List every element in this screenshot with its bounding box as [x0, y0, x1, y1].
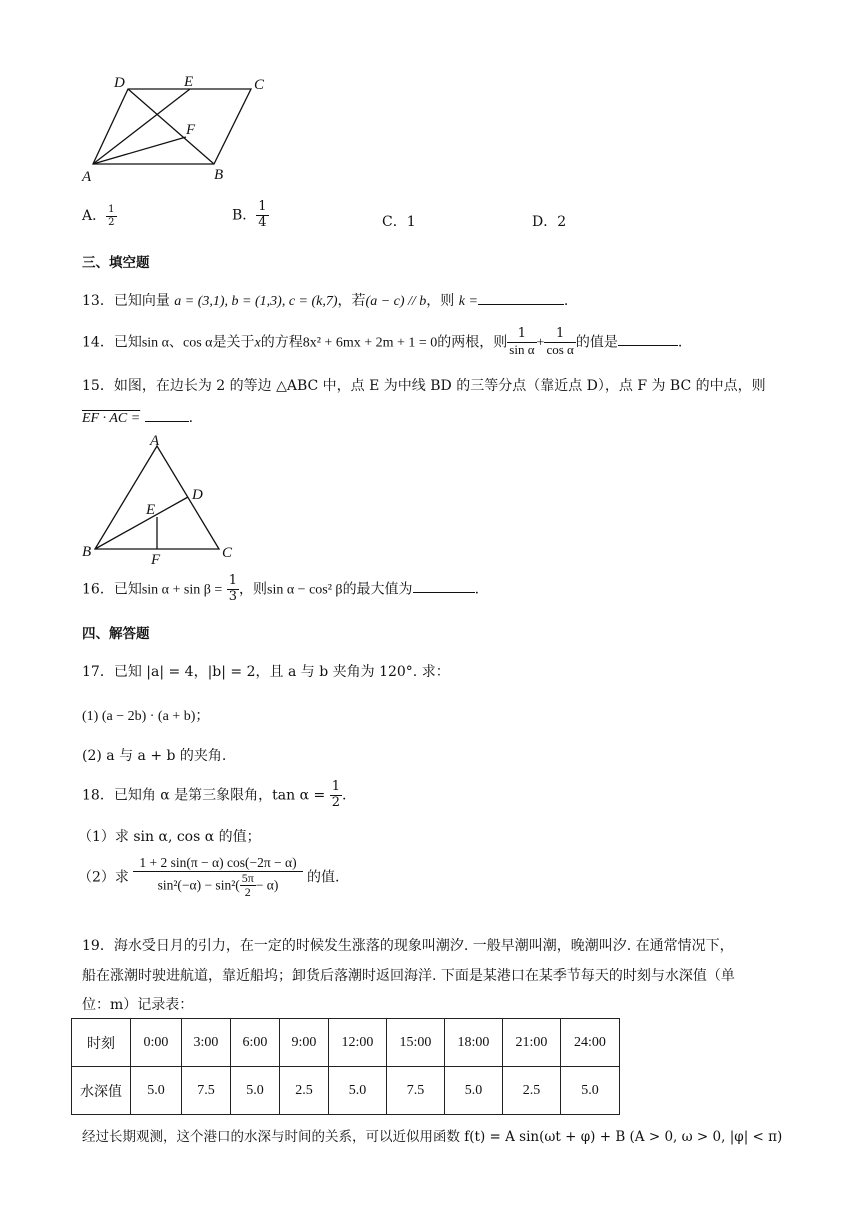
q16-number: 16． — [82, 581, 114, 598]
q18-den-frac-num: 5π — [241, 870, 254, 885]
question-19-line2: 船在涨潮时驶进航道，靠近船坞；卸货后落潮时返回海洋. 下面是某港口在某季节每天的时刻与水深值（单 — [82, 968, 735, 984]
table-header-depth: 水深值 — [72, 1067, 131, 1115]
q14-prefix: 已知 — [113, 334, 142, 351]
table-cell: 5.0 — [231, 1067, 280, 1115]
table-cell: 18:00 — [445, 1019, 503, 1067]
q18-f-den: 2 — [331, 794, 340, 810]
label-A2: A — [150, 433, 160, 449]
table-row-times — [72, 1019, 620, 1067]
option-b-den: 4 — [258, 214, 267, 230]
table-header-time: 时刻 — [72, 1019, 131, 1067]
q18-text: 18．已知角 α 是第三象限角，tan α = — [82, 787, 326, 804]
q15-expression: EF · AC = — [82, 411, 141, 426]
table-cell: 5.0 — [329, 1067, 387, 1115]
label-B2: B — [82, 544, 92, 560]
label-A: A — [82, 169, 92, 185]
q14-f1-num: 1 — [507, 327, 536, 343]
q16-f-num: 1 — [228, 573, 237, 588]
question-15-line1: 15．如图，在边长为 2 的等边 △ABC 中，点 E 为中线 BD 的三等分点（靠近点 D），点 F 为 BC 的中点，则 — [82, 378, 766, 394]
q14-f1-den: sin α — [509, 341, 535, 357]
q18-part2-prefix: （2）求 — [78, 869, 129, 886]
q18-part2-num: 1 + 2 sin(π − α) cos(−2π − α) — [133, 855, 302, 872]
option-a — [82, 204, 117, 228]
question-16 — [82, 574, 479, 605]
question-18-line1 — [82, 780, 346, 811]
question-19-line4: 经过长期观测，这个港口的水深与时间的关系，可以近似用函数 f(t) = A sin(ωt + φ) + B (A > 0, ω > 0, |φ| < π) — [82, 1129, 783, 1145]
q13-end: . — [563, 293, 569, 309]
label-F: F — [186, 122, 196, 138]
q16-answer-blank[interactable] — [413, 591, 475, 593]
q13-tail: ，则 — [426, 293, 455, 309]
q13-condition: (a − c) // b — [365, 294, 427, 309]
q18-part2-den — [133, 872, 302, 901]
label-C2: C — [222, 545, 233, 561]
option-a-num: 1 — [108, 204, 115, 215]
table-cell: 15:00 — [387, 1019, 445, 1067]
q18-den-frac-den: 2 — [244, 885, 251, 900]
option-b — [232, 200, 269, 231]
question-14 — [82, 327, 682, 358]
tide-table — [71, 1018, 620, 1115]
q16-end: 的最大值为 — [342, 581, 413, 598]
table-cell: 2.5 — [503, 1067, 561, 1115]
table-cell: 12:00 — [329, 1019, 387, 1067]
table-cell: 3:00 — [182, 1019, 231, 1067]
q16-prefix: 已知 — [113, 581, 142, 598]
section-3-title: 三、填空题 — [82, 255, 150, 271]
table-cell: 5.0 — [561, 1067, 620, 1115]
label-F2: F — [151, 552, 161, 564]
q16-expr: sin α + sin β = — [141, 582, 223, 598]
table-cell: 6:00 — [231, 1019, 280, 1067]
q14-sin: sin α — [141, 335, 170, 351]
q14-plus: + — [536, 335, 545, 351]
q14-number: 14． — [82, 334, 114, 351]
question-17-part1: (1) (a − 2b) · (a + b)； — [82, 709, 210, 724]
question-15-line2 — [82, 410, 193, 427]
q18-den-b: − α) — [255, 876, 279, 892]
q14-cos: cos α — [183, 335, 213, 351]
q14-f2-den: cos α — [546, 341, 574, 357]
q14-equation: 8x² + 6mx + 2m + 1 = 0 — [302, 335, 438, 351]
label-D: D — [114, 75, 125, 91]
q16-expr2: sin α − cos² β — [267, 582, 343, 598]
question-17-line1: 17．已知 |a| = 4，|b| = 2，且 a 与 b 夹角为 120°. 求： — [82, 664, 450, 680]
question-18-part1: （1）求 sin α, cos α 的值； — [78, 829, 261, 845]
q14-mid2: 的方程 — [260, 334, 303, 351]
option-c: C．1 — [382, 214, 416, 230]
option-a-den: 2 — [108, 216, 115, 228]
q15-answer-blank[interactable] — [145, 420, 189, 422]
q14-sep: 、 — [169, 334, 184, 351]
table-cell: 9:00 — [280, 1019, 329, 1067]
question-17-part2: (2) a 与 a + b 的夹角. — [82, 748, 227, 764]
q13-k: k = — [458, 294, 478, 309]
question-19-line1: 19．海水受日月的引力，在一定的时候发生涨落的现象叫潮汐. 一般早潮叫潮，晚潮叫汐. 在通常情况下， — [82, 938, 734, 954]
label-C: C — [254, 77, 265, 93]
section-4-title: 四、解答题 — [82, 626, 150, 642]
table-cell: 24:00 — [561, 1019, 620, 1067]
q14-mid: 是关于 — [212, 334, 255, 351]
q16-f-den: 3 — [228, 588, 237, 604]
table-cell: 5.0 — [445, 1067, 503, 1115]
table-cell: 0:00 — [131, 1019, 182, 1067]
figure-parallelogram — [78, 72, 278, 188]
q14-x: x — [254, 335, 261, 351]
question-13 — [82, 290, 568, 310]
q13-prefix: 已知向量 — [113, 293, 170, 309]
q18-part2-suffix: 的值. — [307, 869, 340, 886]
label-B: B — [214, 167, 224, 183]
q14-answer-blank[interactable] — [618, 344, 678, 346]
figure-triangle — [78, 430, 248, 564]
q16-mid: ，则 — [239, 581, 267, 598]
q13-number: 13． — [82, 293, 114, 309]
q13-mid: ，若 — [337, 293, 366, 309]
option-b-label: B． — [232, 207, 257, 224]
q14-f2-num: 1 — [544, 327, 575, 343]
q18-den-a: sin²(−α) − sin²( — [157, 876, 240, 892]
q14-end: 的值是 — [575, 334, 618, 351]
q16-end2: . — [474, 581, 480, 598]
q14-mid3: 的两根，则 — [437, 334, 508, 351]
table-cell: 7.5 — [387, 1067, 445, 1115]
option-d: D．2 — [532, 214, 567, 230]
question-18-part2 — [78, 855, 340, 900]
option-b-num: 1 — [258, 199, 267, 214]
label-E2: E — [146, 502, 156, 518]
q15-end: . — [188, 410, 194, 426]
table-cell: 2.5 — [280, 1067, 329, 1115]
label-D2: D — [192, 487, 203, 503]
q14-end2: . — [677, 334, 683, 351]
table-cell: 21:00 — [503, 1019, 561, 1067]
q18-end: . — [341, 787, 347, 804]
label-E: E — [184, 74, 194, 90]
table-row-depths — [72, 1067, 620, 1115]
option-a-label: A． — [82, 208, 107, 224]
table-cell: 7.5 — [182, 1067, 231, 1115]
q13-vectors: a = (3,1), b = (1,3), c = (k,7) — [174, 294, 338, 309]
table-cell: 5.0 — [131, 1067, 182, 1115]
q13-answer-blank[interactable] — [478, 303, 564, 305]
question-19-line3: 位：m）记录表： — [82, 997, 194, 1013]
q18-f-num: 1 — [331, 779, 340, 794]
